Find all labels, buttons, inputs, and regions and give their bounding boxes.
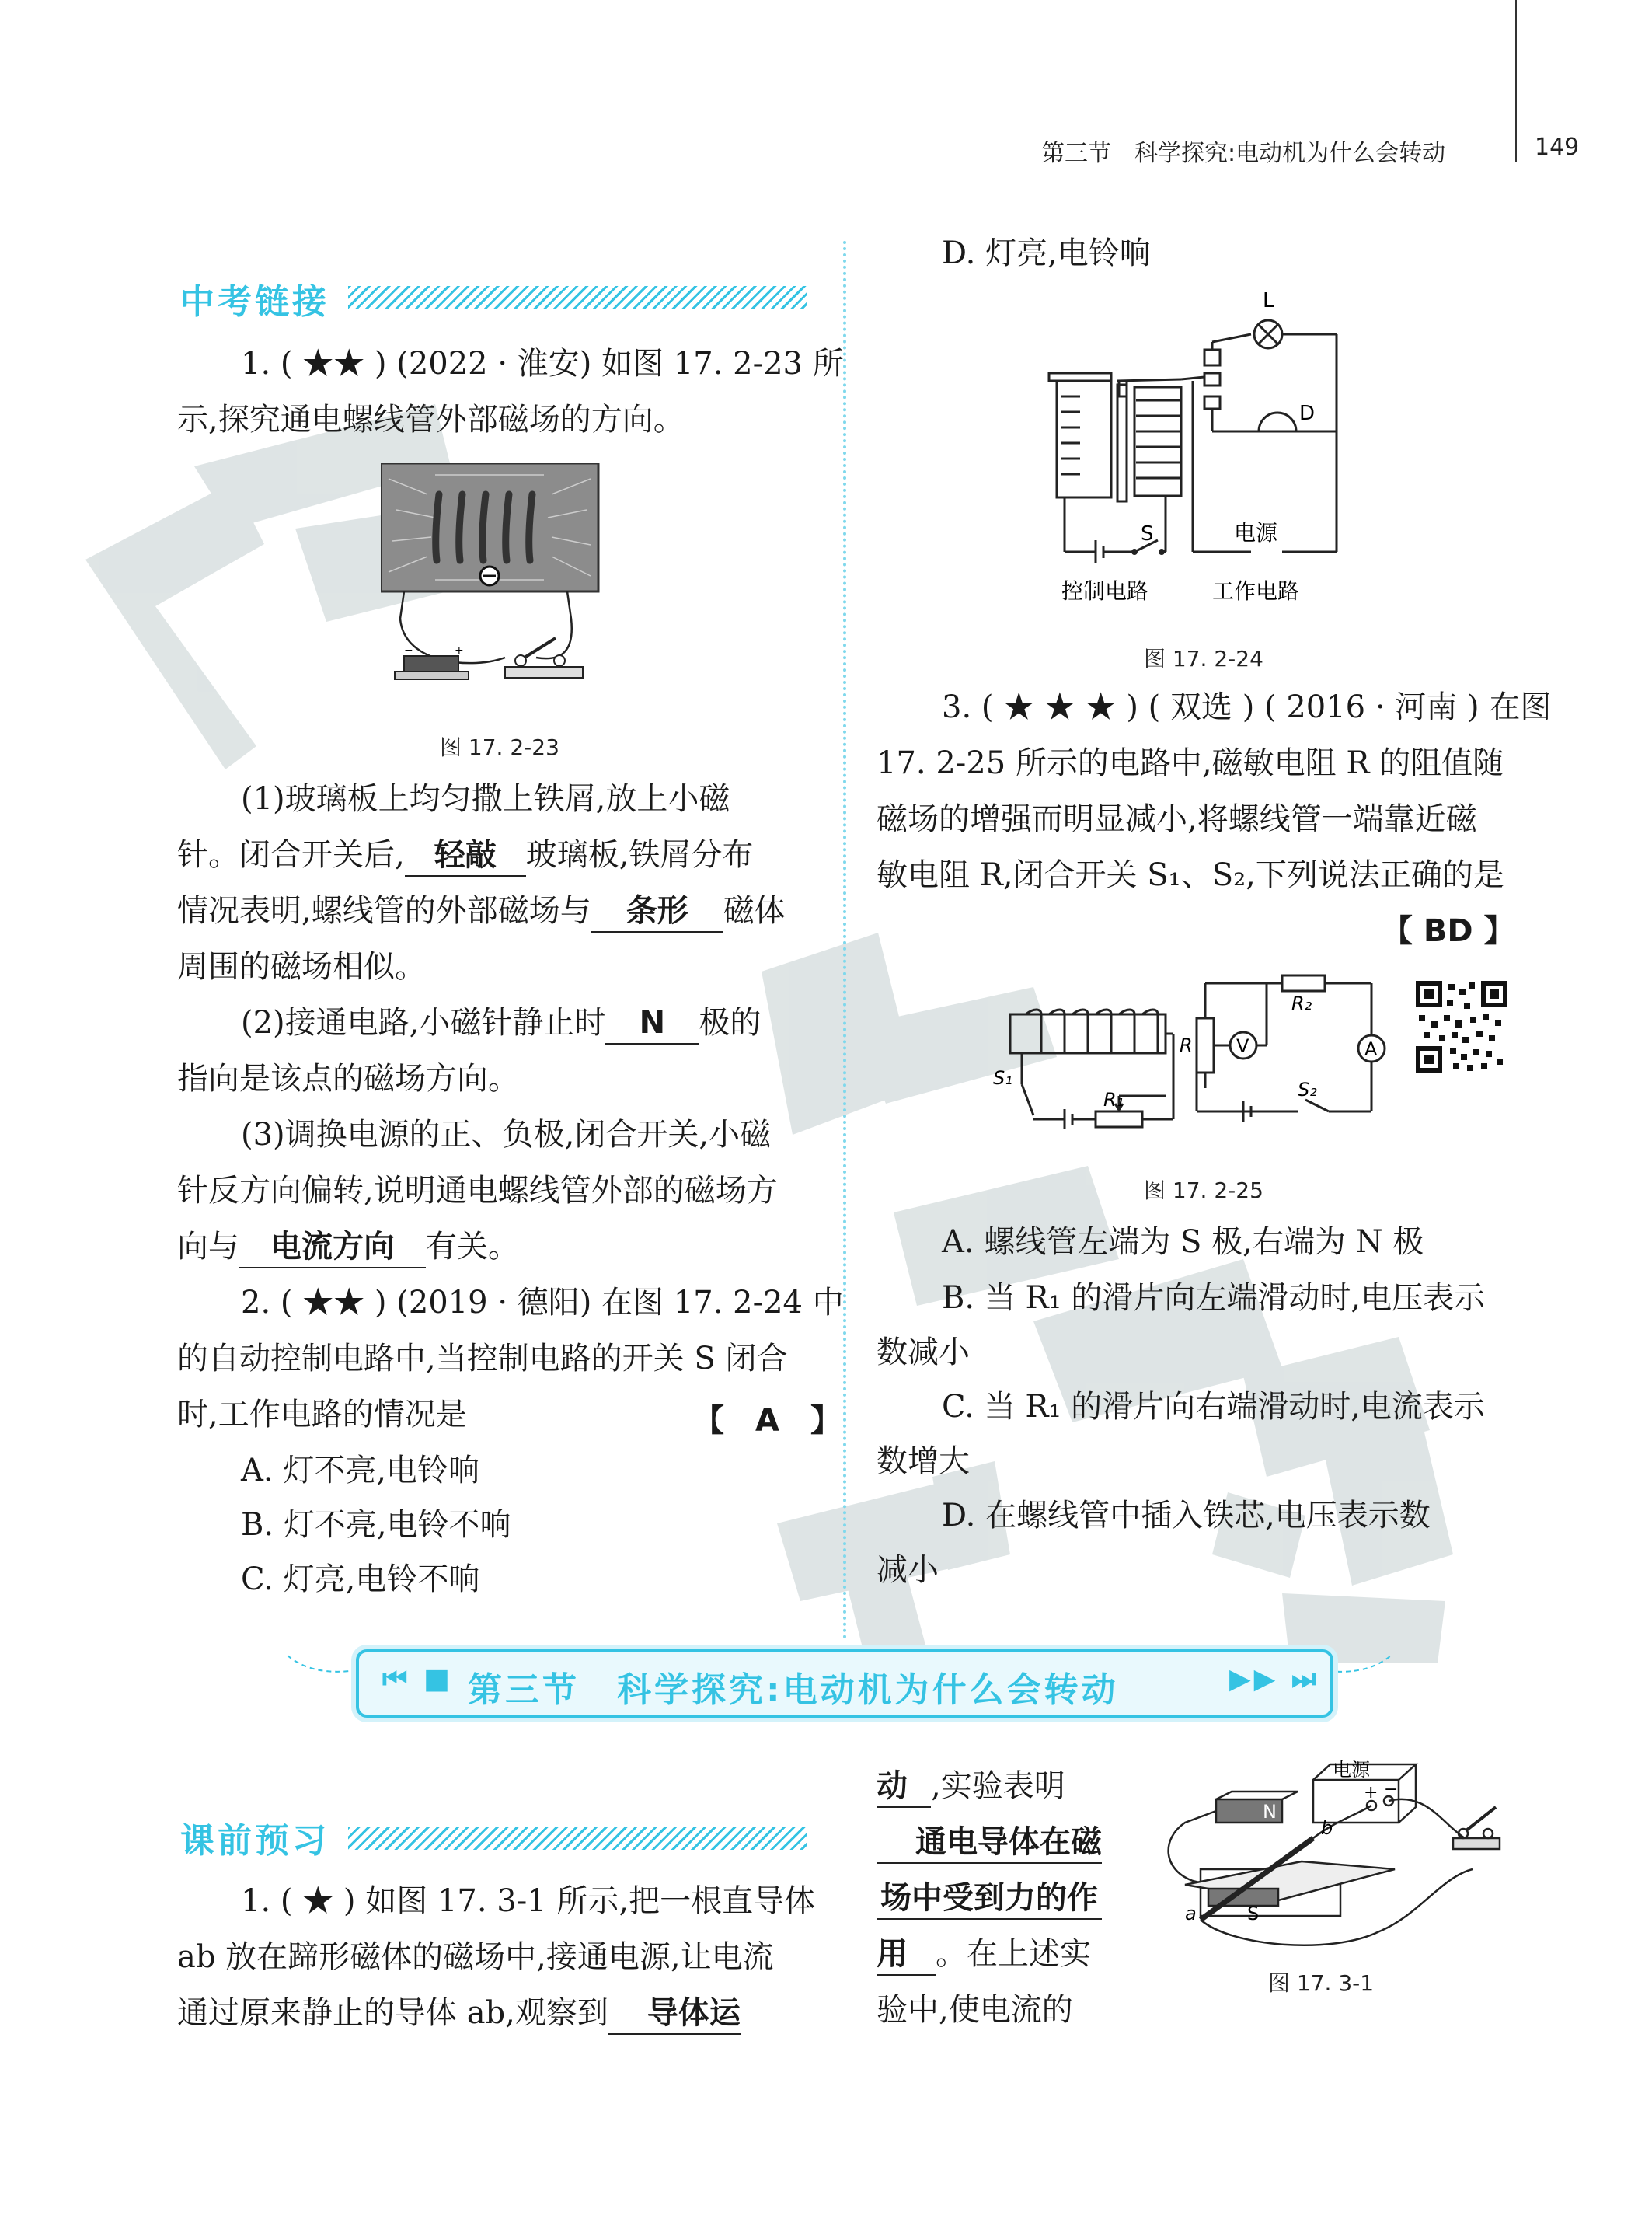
section-title-hatch-2 (348, 1827, 807, 1850)
q1-p2-line-2: 指向是该点的磁场方向。 (177, 1061, 519, 1097)
text-segment: 向与 (177, 1229, 239, 1265)
answer-blank-6a: 通电导体在磁 (877, 1822, 1102, 1864)
q3-line-2: 17. 2-25 所示的电路中,磁敏电阻 R 的阻值随 (877, 745, 1504, 781)
fig-label-S1: S₁ (993, 1067, 1012, 1089)
q2-line-3: 时,工作电路的情况是 (177, 1397, 467, 1432)
q1-p3-line-2: 针反方向偏转,说明通电螺线管外部的磁场方 (177, 1173, 778, 1209)
fig-label-S-2: S (1247, 1903, 1260, 1924)
section-title-keqian: 课前预习 (180, 1821, 329, 1861)
fig-label-work: 工作电路 (1212, 578, 1300, 604)
q2-line-1: 2. ( ★★ ) (2019 · 德阳) 在图 17. 2-24 中 (241, 1285, 844, 1321)
figure-17-2-25 (987, 968, 1391, 1146)
answer-blank-1: 轻敲 (405, 835, 526, 877)
figure-17-2-23 (381, 463, 606, 696)
text-segment: 玻璃板,铁屑分布 (525, 837, 754, 873)
q3-line-1: 3. ( ★ ★ ★ ) ( 双选 ) ( 2016 · 河南 ) 在图 (942, 689, 1552, 725)
fig-label-minus: − (1384, 1780, 1399, 1799)
fig-label-S: S (1141, 522, 1154, 546)
answer-blank-5b: 动 (877, 1766, 931, 1808)
text-segment: 针。闭合开关后, (177, 837, 405, 873)
q1-p1-line-4: 周围的磁场相似。 (177, 949, 426, 985)
q3-answer: 【 BD 】 (1382, 913, 1515, 949)
answer-blank-2: 条形 (591, 891, 723, 933)
top-right-rule (1515, 0, 1517, 117)
q3-option-c-2: 数增大 (877, 1443, 970, 1479)
figure-17-3-1 (1146, 1753, 1511, 1947)
svg-text:+: + (455, 644, 464, 657)
fig-label-R2: R₂ (1291, 993, 1312, 1014)
column-divider (843, 241, 846, 1640)
text-segment: 有关。 (426, 1229, 519, 1265)
banner-left-arrows: ⏮ ■ (382, 1663, 453, 1695)
fig-label-R1: R₁ (1103, 1089, 1124, 1111)
fig-label-control: 控制电路 (1061, 578, 1149, 604)
section-title-zhongkao: 中考链接 (180, 282, 329, 322)
figure-17-2-24 (1026, 288, 1352, 614)
answer-blank-4: 电流方向 (239, 1226, 426, 1268)
q3-option-c-1: C. 当 R₁ 的滑片向右端滑动时,电流表示 (942, 1389, 1485, 1425)
q3-option-b-2: 数减小 (877, 1335, 970, 1370)
q2-option-c: C. 灯亮,电铃不响 (241, 1561, 480, 1597)
banner-right-arrows: ▶▶ ⏭ (1229, 1663, 1320, 1695)
figure-caption-17-2-25: 图 17. 2-25 (1144, 1178, 1263, 1203)
keqian-mid-line-1 (877, 1758, 1065, 1814)
fig-label-V: V (1236, 1035, 1249, 1057)
section-title-hatch (348, 286, 807, 309)
q1-p2-line-1 (241, 995, 761, 1051)
q3-line-3: 磁场的增强而明显减小,将螺线管一端靠近磁 (877, 801, 1477, 837)
q3-line-4: 敏电阻 R,闭合开关 S₁、S₂,下列说法正确的是 (877, 857, 1504, 893)
running-header: 第三节 科学探究:电动机为什么会转动 (1041, 140, 1446, 167)
keqian-mid-line-3 (877, 1870, 1102, 1926)
fig-label-R: R (1180, 1034, 1193, 1056)
banner-decoration-left (280, 1640, 357, 1687)
q1-p3-line-3 (177, 1219, 519, 1275)
fig-label-A: A (1364, 1038, 1378, 1060)
page-number: 149 (1535, 134, 1580, 161)
text-segment: 。在上述实 (936, 1936, 1091, 1972)
text-segment: 磁体 (723, 893, 786, 929)
q1-p1-line-3 (177, 883, 786, 939)
fig-label-D: D (1299, 402, 1316, 425)
banner-title: 第三节 科学探究:电动机为什么会转动 (468, 1670, 1119, 1710)
q2-option-b: B. 灯不亮,电铃不响 (241, 1507, 511, 1543)
text-segment: ,实验表明 (931, 1768, 1065, 1804)
q2-line-2: 的自动控制电路中,当控制电路的开关 S 闭合 (177, 1341, 788, 1376)
keqian-q1-line-1: 1. ( ★ ) 如图 17. 3-1 所示,把一根直导体 (241, 1883, 816, 1919)
q3-option-b-1: B. 当 R₁ 的滑片向左端滑动时,电压表示 (942, 1280, 1486, 1316)
keqian-q1-line-3 (177, 1985, 741, 2041)
svg-text:−: − (404, 644, 413, 657)
keqian-mid-line-2 (877, 1814, 1102, 1870)
fig-label-power-2: 电源 (1333, 1759, 1370, 1781)
fig-label-plus: + (1364, 1783, 1378, 1802)
fig-label-a: a (1185, 1903, 1197, 1924)
fig-label-L: L (1263, 289, 1274, 312)
q2-option-a: A. 灯不亮,电铃响 (241, 1453, 480, 1488)
qr-code (1416, 981, 1507, 1073)
q2-option-d: D. 灯亮,电铃响 (942, 236, 1151, 271)
fig-label-N: N (1263, 1801, 1277, 1823)
section-banner (356, 1649, 1333, 1718)
keqian-q1-line-2: ab 放在蹄形磁体的磁场中,接通电源,让电流 (177, 1939, 774, 1975)
fig-label-power: 电源 (1234, 520, 1278, 546)
q1-p1-line-2 (177, 827, 753, 883)
answer-blank-6b: 场中受到力的作 (877, 1878, 1102, 1920)
fig-label-b: b (1321, 1817, 1333, 1839)
q2-answer: 【 A 】 (693, 1403, 842, 1439)
header-divider (1515, 117, 1517, 162)
answer-blank-5a: 导体运 (608, 1993, 741, 2035)
keqian-mid-line-4 (877, 1926, 1091, 1982)
q3-option-d-1: D. 在螺线管中插入铁芯,电压表示数 (942, 1498, 1431, 1533)
figure-caption-17-3-1: 图 17. 3-1 (1268, 1970, 1375, 1996)
fig-label-S2: S₂ (1298, 1079, 1317, 1101)
answer-blank-3: N (605, 1003, 699, 1045)
q1-p1-line-1: (1)玻璃板上均匀撒上铁屑,放上小磁 (241, 781, 730, 817)
q1-p3-line-1: (3)调换电源的正、负极,闭合开关,小磁 (241, 1117, 772, 1153)
q3-option-d-2: 减小 (877, 1552, 939, 1588)
text-segment: 通过原来静止的导体 ab,观察到 (177, 1995, 608, 2031)
q1-line-1: 1. ( ★★ ) (2022 · 淮安) 如图 17. 2-23 所 (241, 346, 844, 382)
figure-caption-17-2-24: 图 17. 2-24 (1144, 646, 1263, 672)
figure-caption-17-2-23: 图 17. 2-23 (440, 734, 559, 760)
text-segment: (2)接通电路,小磁针静止时 (241, 1005, 606, 1041)
answer-blank-6c: 用 (877, 1934, 936, 1976)
text-segment: 情况表明,螺线管的外部磁场与 (177, 893, 591, 929)
text-segment: 极的 (699, 1005, 762, 1041)
keqian-mid-line-5: 验中,使电流的 (877, 1992, 1073, 2028)
q1-line-2: 示,探究通电螺线管外部磁场的方向。 (177, 402, 685, 438)
q3-option-a: A. 螺线管左端为 S 极,右端为 N 极 (942, 1224, 1424, 1260)
